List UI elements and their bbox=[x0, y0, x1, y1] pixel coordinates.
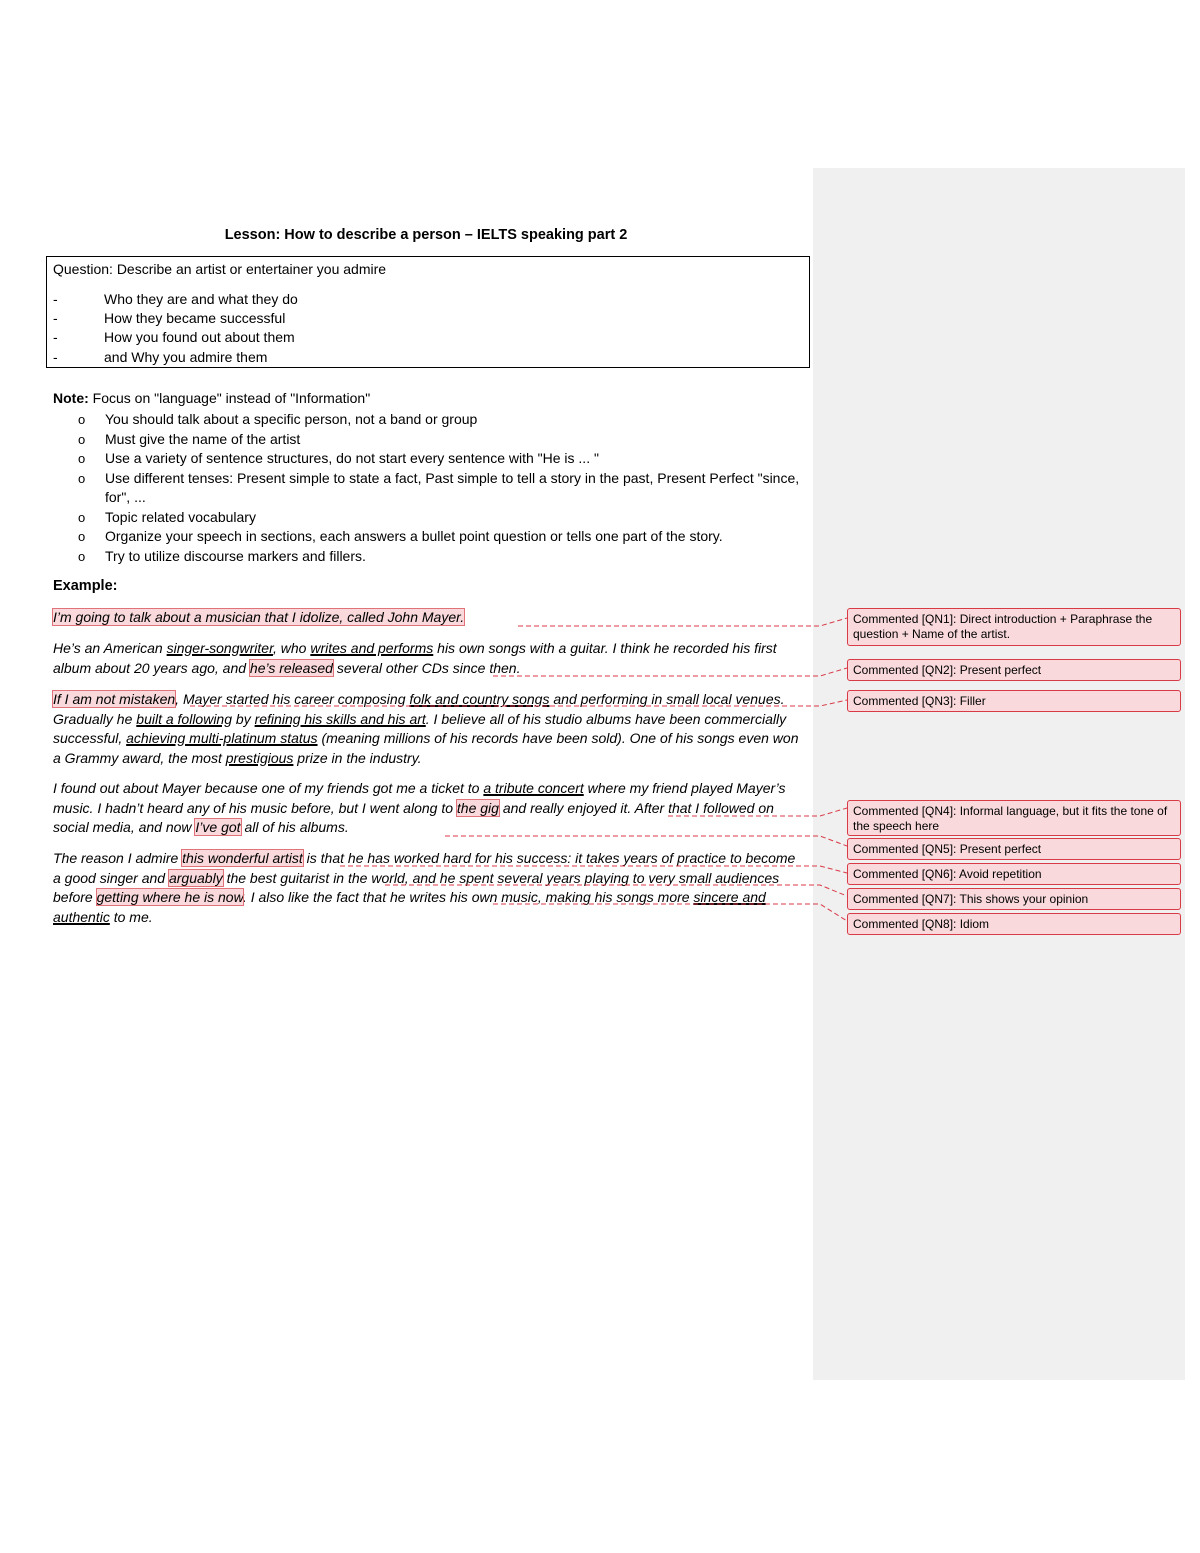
connector-qn3 bbox=[190, 700, 847, 706]
paragraph-text: , who bbox=[272, 640, 311, 656]
circle-bullet-icon: o bbox=[78, 548, 86, 564]
paragraph-text: I found out about Mayer because one of my friends got me a ticket to bbox=[53, 780, 484, 796]
commented-text-qn6[interactable]: this wonderful artist bbox=[182, 850, 303, 866]
connector-qn4 bbox=[668, 808, 847, 816]
commented-text-qn3[interactable]: If I am not mistaken bbox=[53, 691, 176, 707]
commented-text-qn5[interactable]: I’ve got bbox=[195, 819, 241, 835]
comment-text: Avoid repetition bbox=[956, 867, 1042, 881]
comment-label: Commented [QN2]: bbox=[853, 663, 957, 677]
comment-qn8[interactable] bbox=[847, 913, 1181, 935]
connector-qn6 bbox=[340, 866, 847, 873]
comment-text: Present perfect bbox=[956, 663, 1042, 677]
paragraph-text: . I also like the fact that he writes his own music, making his songs more bbox=[242, 889, 694, 905]
list-item-text: Use different tenses: Present simple to state a fact, Past simple to tell a story in the past, Present Perfect "since, for", ... bbox=[105, 469, 800, 505]
comment-text: Idiom bbox=[956, 917, 990, 931]
connector-qn5 bbox=[445, 836, 847, 846]
paragraph-text: and really enjoyed it. After that I followed on social media, and now bbox=[53, 799, 774, 835]
paragraph-text: all of his albums. bbox=[240, 819, 349, 835]
commented-text-qn4[interactable]: the gig bbox=[456, 799, 499, 816]
question-bullet: Who they are and what they do bbox=[104, 291, 298, 307]
connector-qn1 bbox=[518, 618, 847, 626]
comment-text: This shows your opinion bbox=[956, 892, 1089, 906]
paragraph-text: , Mayer started his career composing bbox=[175, 691, 410, 707]
dash-bullet: - bbox=[53, 291, 58, 307]
note-label: Note: bbox=[53, 390, 89, 406]
comment-qn7[interactable] bbox=[847, 888, 1181, 910]
question-bullet: How they became successful bbox=[104, 310, 286, 326]
vocabulary-underline: refining his skills and his art bbox=[254, 710, 426, 727]
vocabulary-underline: singer-songwriter bbox=[166, 640, 273, 656]
commented-text-qn2[interactable]: he’s released bbox=[249, 659, 333, 676]
circle-bullet-icon: o bbox=[78, 509, 86, 525]
circle-bullet-icon: o bbox=[78, 451, 86, 466]
list-item-text: Try to utilize discourse markers and fillers. bbox=[105, 547, 366, 564]
paragraph-text: He’s an American bbox=[53, 640, 167, 656]
list-item-text: Must give the name of the artist bbox=[105, 430, 301, 447]
comment-text: Present perfect bbox=[956, 842, 1042, 856]
comment-qn6[interactable] bbox=[847, 863, 1181, 885]
list-item-text: Organize your speech in sections, each answers a bullet point question or tells one part of the story. bbox=[105, 528, 723, 544]
lesson-title: Lesson: How to describe a person – IELTS speaking part 2 bbox=[224, 227, 628, 243]
comment-qn3[interactable] bbox=[847, 690, 1181, 712]
example-label: Example: bbox=[53, 578, 118, 594]
dash-bullet: - bbox=[53, 349, 58, 365]
dash-bullet: - bbox=[53, 329, 58, 345]
commented-text-qn8[interactable]: getting where he is now bbox=[96, 889, 243, 905]
comment-label: Commented [QN8]: bbox=[853, 917, 957, 931]
vocabulary-underline: built a following bbox=[136, 710, 233, 727]
comment-qn4[interactable] bbox=[847, 800, 1181, 836]
circle-bullet-icon: o bbox=[78, 431, 86, 447]
comment-label: Commented [QN5]: bbox=[853, 842, 957, 856]
vocabulary-underline: folk and country songs bbox=[409, 691, 550, 707]
circle-bullet-icon: o bbox=[78, 412, 86, 427]
vocabulary-underline: sincere and authentic bbox=[53, 889, 766, 925]
paragraph-text: to me. bbox=[109, 908, 153, 925]
comment-label: Commented [QN1]: bbox=[853, 612, 957, 626]
comment-label: Commented [QN3]: bbox=[853, 694, 957, 708]
circle-bullet-icon: o bbox=[78, 470, 86, 486]
vocabulary-underline: writes and performs bbox=[310, 640, 434, 656]
comment-qn1[interactable] bbox=[847, 608, 1181, 646]
question-bullet: How you found out about them bbox=[104, 329, 295, 345]
vocabulary-underline: prestigious bbox=[225, 749, 294, 766]
comment-label: Commented [QN7]: bbox=[853, 892, 957, 906]
connector-qn7 bbox=[385, 885, 847, 896]
list-item-text: Topic related vocabulary bbox=[105, 508, 256, 525]
paragraph-text: several other CDs since then. bbox=[332, 659, 521, 676]
comment-label: Commented [QN6]: bbox=[853, 867, 957, 881]
paragraph-text: his own songs with a guitar. I think he recorded his first album about 20 years ago, and bbox=[53, 640, 777, 676]
list-item-text: You should talk about a specific person, not a band or group bbox=[105, 411, 478, 427]
paragraph-text: and performing in small local venues. Gradually he bbox=[53, 691, 785, 727]
list-item-text: Use a variety of sentence structures, do not start every sentence with "He is ... " bbox=[105, 450, 599, 466]
paragraph-text: is that he has worked hard for his success: it takes years of practice to become a good singer and bbox=[53, 850, 796, 886]
circle-bullet-icon: o bbox=[78, 529, 86, 544]
comment-label: Commented [QN4]: bbox=[853, 804, 957, 818]
comment-text: Direct introduction + Paraphrase the question + Name of the artist. bbox=[853, 612, 1153, 641]
connector-qn8 bbox=[493, 904, 847, 921]
comment-qn5[interactable] bbox=[847, 838, 1181, 860]
comment-text: Filler bbox=[956, 694, 986, 708]
commented-text-qn7[interactable]: arguably bbox=[168, 869, 223, 886]
comment-text: Informal language, but it fits the tone of the speech here bbox=[853, 804, 1168, 833]
paragraph-text: by bbox=[232, 710, 255, 727]
paragraph-text: prize in the industry. bbox=[293, 749, 422, 766]
commented-text-qn1[interactable]: I’m going to talk about a musician that I idolize, called John Mayer. bbox=[53, 609, 465, 625]
paragraph-text: (meaning millions of his records have been sold). One of his songs even won a Grammy award, the most bbox=[53, 730, 799, 766]
vocabulary-underline: achieving multi-platinum status bbox=[126, 730, 318, 746]
note-text: Focus on "language" instead of "Information" bbox=[88, 390, 371, 406]
connector-qn2 bbox=[493, 668, 847, 676]
paragraph-text: the best guitarist in the world, and he spent several years playing to very small audiences before bbox=[53, 869, 780, 905]
question-text: Question: Describe an artist or entertainer you admire bbox=[53, 261, 387, 277]
paragraph-text: The reason I admire bbox=[53, 850, 183, 866]
paragraph-text: . I believe all of his studio albums have been commercially successful, bbox=[53, 710, 787, 746]
dash-bullet: - bbox=[53, 310, 58, 326]
comment-qn2[interactable] bbox=[847, 659, 1181, 681]
question-bullet: and Why you admire them bbox=[104, 349, 268, 365]
paragraph-text: where my friend played Mayer’s music. I hadn’t heard any of his music before, but I went along to bbox=[53, 780, 786, 816]
vocabulary-underline: a tribute concert bbox=[483, 780, 584, 796]
